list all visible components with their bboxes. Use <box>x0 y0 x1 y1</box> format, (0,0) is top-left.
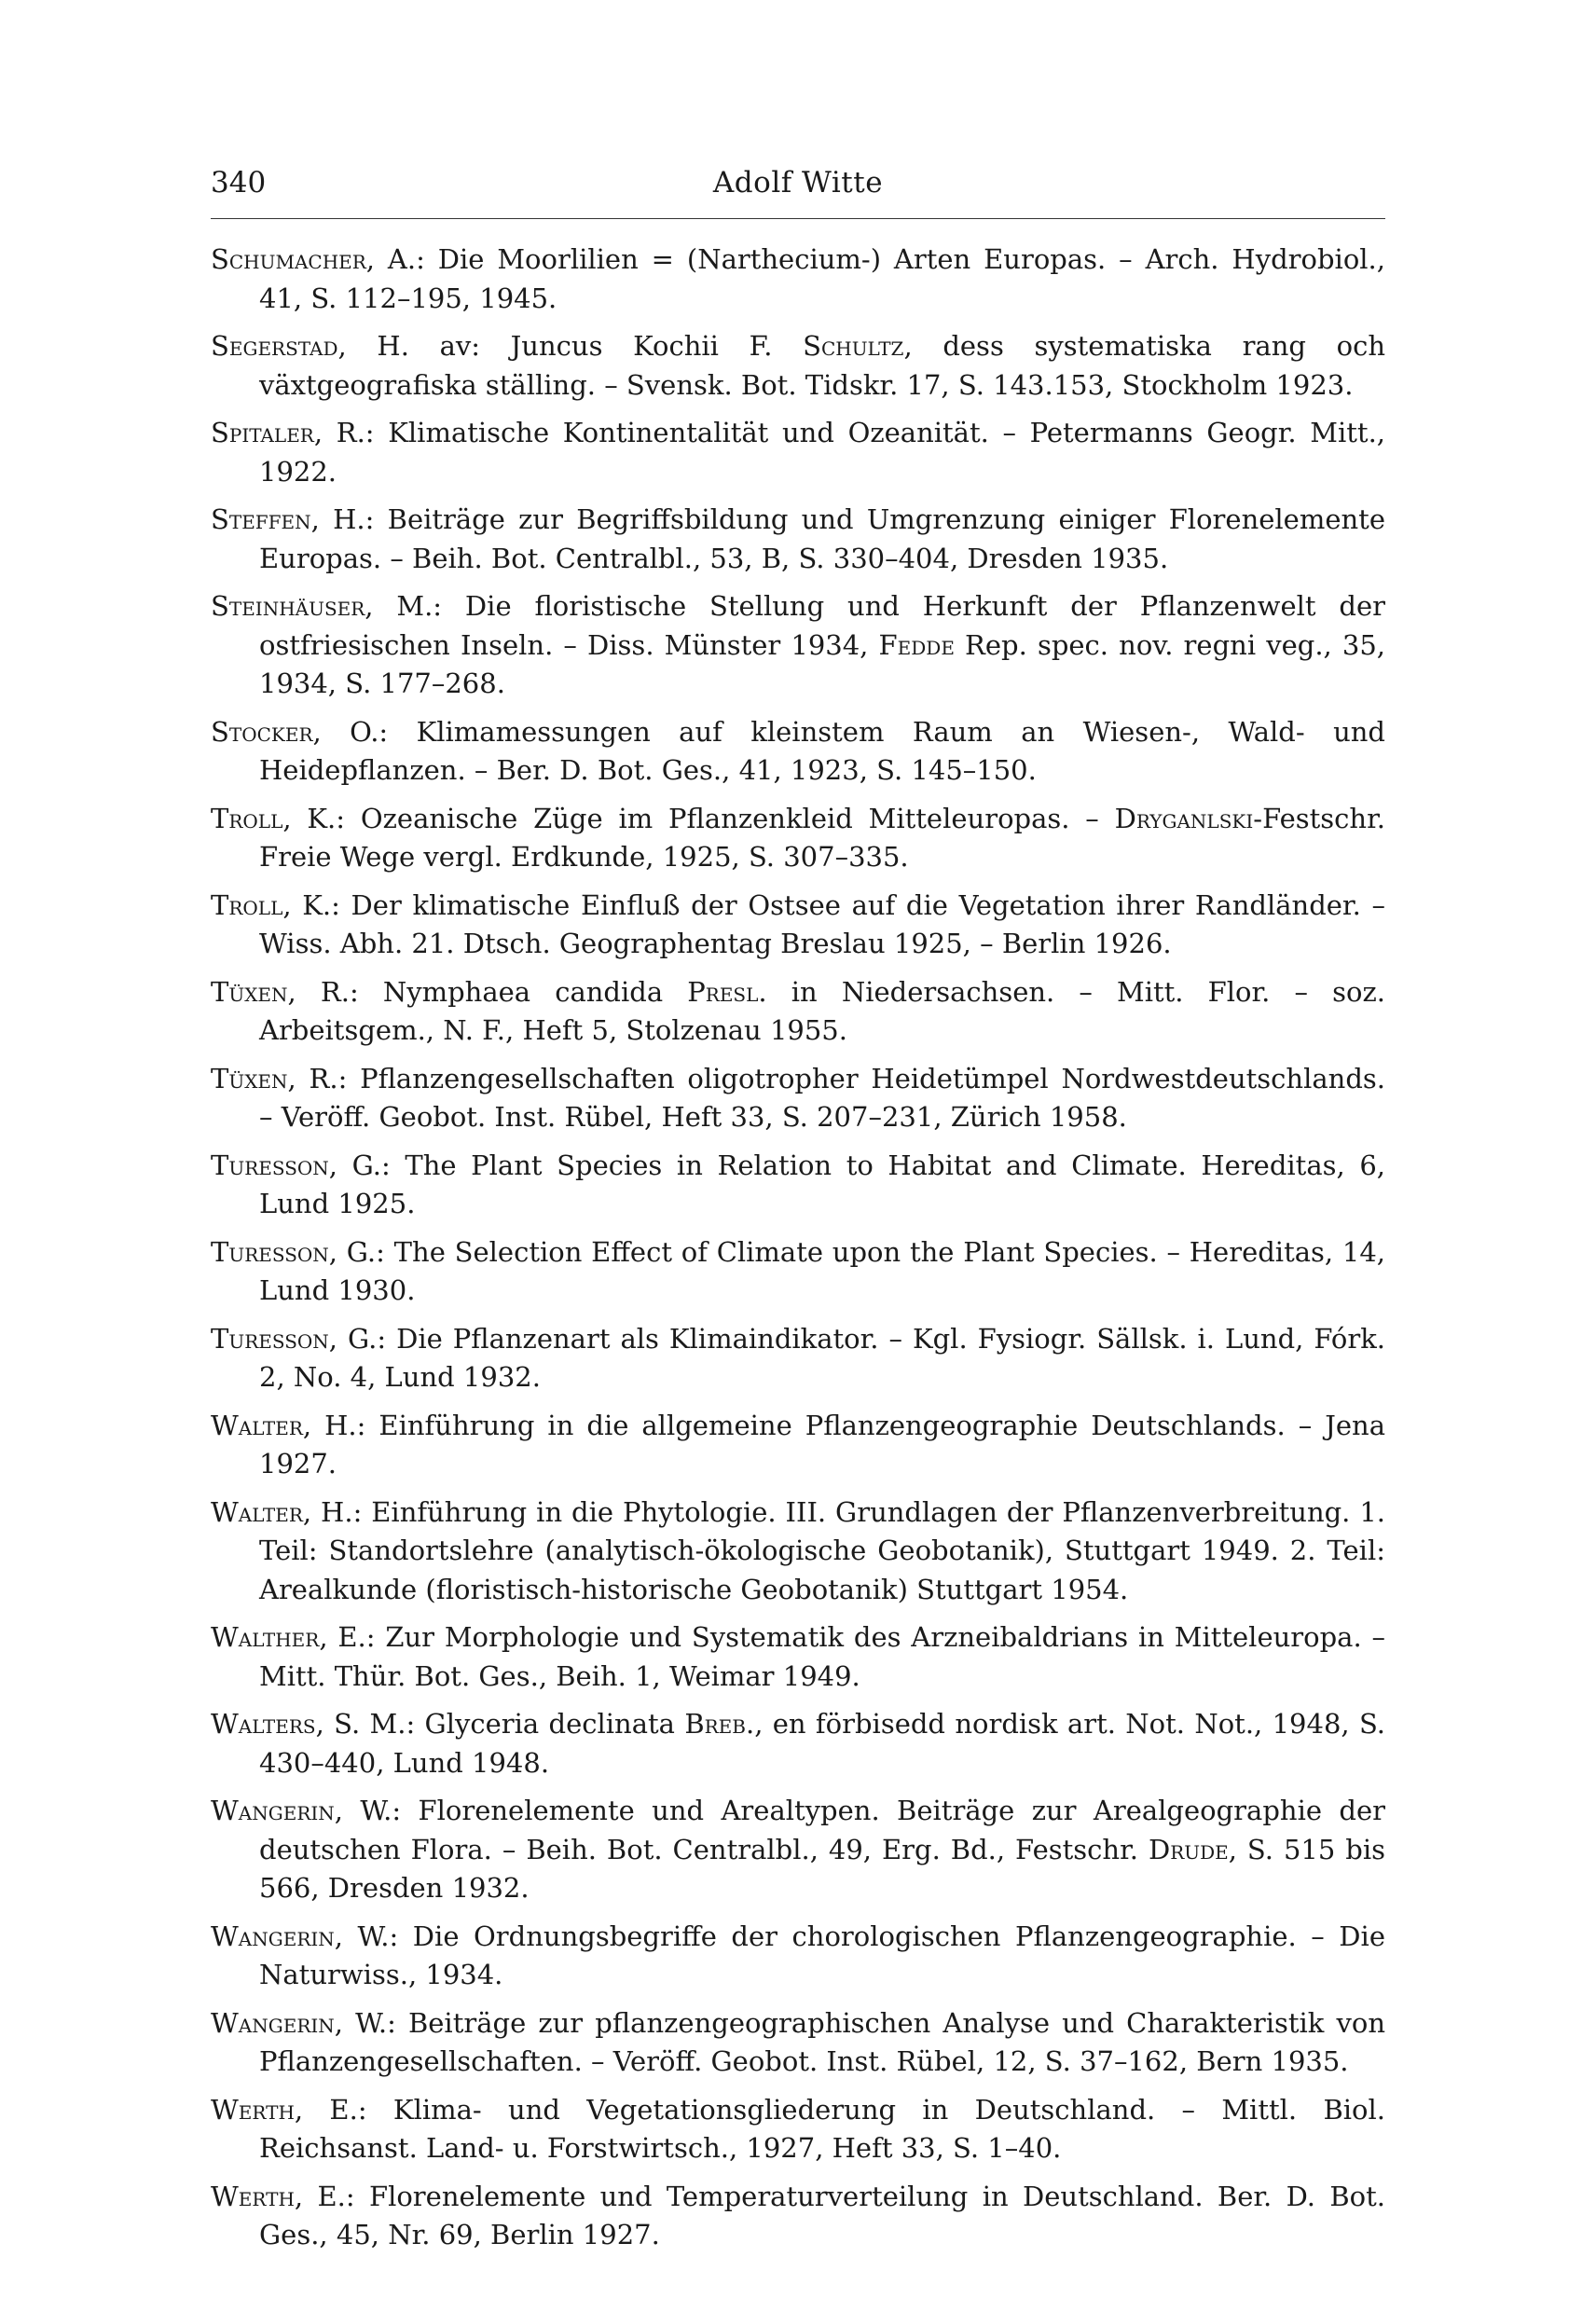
reference-entry <box>211 2091 1385 2168</box>
reference-smallcaps-name: Drude <box>1148 1833 1229 1865</box>
reference-text: : The Selection Effect of Climate upon the Plant Species. – Hereditas, 14, Lund 1930. <box>259 1235 1386 1306</box>
page-header <box>211 166 1385 213</box>
reference-author: Werth, E. <box>211 2093 358 2126</box>
reference-entry <box>211 2004 1385 2082</box>
reference-author: Wangerin, W. <box>211 1920 390 1952</box>
reference-text: : Klimatische Kontinentalität und Ozeanität. – Petermanns Geogr. Mitt., 1922. <box>259 417 1386 488</box>
reference-smallcaps-name: Breb <box>684 1708 746 1740</box>
reference-text: : Glyceria declinata <box>406 1708 685 1740</box>
reference-smallcaps-name: Dryganlski <box>1114 802 1254 834</box>
reference-entry <box>211 800 1385 877</box>
reference-text: : Die floristische Stellung und Herkunft der Pflanzenwelt der ostfriesischen Inseln. – Diss. Münster 1934, <box>259 590 1386 661</box>
reference-text-continued: Rep. spec. nov. regni veg., 35, 1934, S. 177–268. <box>259 628 1385 699</box>
reference-text: : Einführung in die Phytologie. III. Grundlagen der Pflanzenverbreitung. 1. Teil: Standortslehre (analytisch-ökologische Geobotanik), Stuttgart 1949. 2. Teil: Arealkunde (floristisch-historische Geobotanik) Stuttgart 1954. <box>259 1495 1385 1605</box>
reference-smallcaps-name: Presl <box>687 975 759 1008</box>
reference-author: Walter, H. <box>211 1495 353 1528</box>
reference-author: Troll, K. <box>211 888 332 921</box>
reference-author: Wangerin, W. <box>211 1795 392 1826</box>
reference-entry <box>211 241 1385 318</box>
reference-entry <box>211 327 1385 405</box>
running-head: Adolf Witte <box>712 166 884 200</box>
reference-author: Troll, K. <box>211 802 337 834</box>
reference-text: : Florenelemente und Arealtypen. Beiträge zur Arealgeographie der deutschen Flora. – Beih. Bot. Centralbl., 49, Erg. Bd., Festschr. <box>259 1795 1385 1865</box>
reference-entry <box>211 887 1385 964</box>
reference-entry <box>211 414 1385 491</box>
reference-text: : Der klimatische Einfluß der Ostsee auf die Vegetation ihrer Randländer. – Wiss. Abh. 21. Dtsch. Geographentag Breslau 1925, – Berlin 1926. <box>259 888 1385 959</box>
reference-author: Stocker, O. <box>211 715 379 748</box>
reference-author: Steffen, H. <box>211 503 365 535</box>
reference-author: Turesson, G. <box>211 1322 378 1355</box>
reference-entry <box>211 2178 1385 2255</box>
reference-text-continued: , S. 515 bis 566, Dresden 1932. <box>259 1833 1385 1904</box>
reference-entry <box>211 501 1385 578</box>
reference-entry <box>211 1918 1385 1995</box>
reference-author: Tüxen, R. <box>211 975 350 1008</box>
reference-text: : Nymphaea candida <box>349 975 688 1008</box>
reference-text: : Zur Morphologie und Systematik des Arzneibaldrians in Mitteleuropa. – Mitt. Thür. Bot. Ges., Beih. 1, Weimar 1949. <box>259 1621 1386 1692</box>
reference-entry <box>211 973 1385 1051</box>
reference-entry <box>211 587 1385 704</box>
page-number: 340 <box>211 166 267 200</box>
reference-entry <box>211 713 1385 791</box>
reference-text-continued: ., en förbisedd nordisk art. Not. Not., 1948, S. 430–440, Lund 1948. <box>259 1708 1385 1779</box>
reference-entry <box>211 1705 1385 1782</box>
reference-entry <box>211 1060 1385 1137</box>
reference-text: : Ozeanische Züge im Pflanzenkleid Mitteleuropas. – <box>336 802 1115 834</box>
reference-author: Tüxen, R. <box>211 1062 338 1094</box>
reference-text: : Klima- und Vegetationsgliederung in Deutschland. – Mittl. Biol. Reichsanst. Land- u. Forstwirtsch., 1927, Heft 33, S. 1–40. <box>259 2093 1385 2164</box>
reference-author: Werth, E. <box>211 2180 346 2212</box>
reference-author: Schumacher, A. <box>211 243 417 275</box>
reference-author: Steinhäuser, M. <box>211 590 433 622</box>
reference-text: : Beiträge zur pflanzengeographischen Analyse und Charakteristik von Pflanzengesellschaften. – Veröff. Geobot. Inst. Rübel, 12, S. 37–162, Bern 1935. <box>259 2006 1386 2077</box>
reference-text-continued: . in Niedersachsen. – Mitt. Flor. – soz. Arbeitsgem., N. F., Heft 5, Stolzenau 1955. <box>259 975 1385 1046</box>
reference-list <box>211 241 1385 2264</box>
reference-text: : The Plant Species in Relation to Habitat and Climate. Hereditas, 6, Lund 1925. <box>259 1149 1385 1219</box>
reference-text: av: Juncus Kochii F. <box>408 330 804 362</box>
reference-author: Turesson, G. <box>211 1149 381 1181</box>
reference-author: Spitaler, R. <box>211 417 365 448</box>
reference-author: Walther, E. <box>211 1621 366 1653</box>
reference-entry <box>211 1320 1385 1397</box>
reference-smallcaps-name: Schultz <box>803 330 904 362</box>
reference-entry <box>211 1792 1385 1908</box>
reference-text-continued: , dess systematiska rang och växtgeografiska ställing. – Svensk. Bot. Tidskr. 17, S. 143.153, Stockholm 1923. <box>259 330 1386 401</box>
reference-author: Turesson, G. <box>211 1235 377 1268</box>
header-rule <box>211 218 1385 219</box>
reference-text: : Die Pflanzenart als Klimaindikator. – Kgl. Fysiogr. Sällsk. i. Lund, Fórk. 2, No. 4, Lund 1932. <box>259 1322 1386 1393</box>
reference-smallcaps-name: Fedde <box>878 628 955 661</box>
reference-author: Walters, S. M. <box>211 1708 406 1740</box>
reference-author: Wangerin, W. <box>211 2006 388 2039</box>
reference-entry <box>211 1407 1385 1484</box>
reference-text: : Pflanzengesellschaften oligotropher Heidetümpel Nordwestdeutschlands. – Veröff. Geobot. Inst. Rübel, Heft 33, S. 207–231, Zürich 1958. <box>259 1062 1386 1133</box>
reference-entry <box>211 1493 1385 1610</box>
reference-entry <box>211 1233 1385 1311</box>
reference-text: : Einführung in die allgemeine Pflanzengeographie Deutschlands. – Jena 1927. <box>259 1409 1386 1479</box>
reference-author: Segerstad, H. <box>211 330 409 362</box>
reference-text: : Die Moorlilien = (Narthecium-) Arten Europas. – Arch. Hydrobiol., 41, S. 112–195, 1945. <box>259 243 1385 314</box>
reference-text: : Die Ordnungsbegriffe der chorologischen Pflanzengeographie. – Die Naturwiss., 1934. <box>259 1920 1385 1990</box>
reference-text: : Beiträge zur Begriffsbildung und Umgrenzung einiger Florenelemente Europas. – Beih. Bot. Centralbl., 53, B, S. 330–404, Dresden 1935. <box>259 503 1385 574</box>
reference-text-continued: -Festschr. Freie Wege vergl. Erdkunde, 1925, S. 307–335. <box>259 802 1385 873</box>
reference-text: : Klimamessungen auf kleinstem Raum an Wiesen-, Wald- und Heidepflanzen. – Ber. D. Bot. Ges., 41, 1923, S. 145–150. <box>259 715 1385 786</box>
reference-text: : Florenelemente und Temperaturverteilung in Deutschland. Ber. D. Bot. Ges., 45, Nr. 69, Berlin 1927. <box>259 2180 1385 2250</box>
reference-author: Walter, H. <box>211 1409 357 1441</box>
reference-entry <box>211 1147 1385 1224</box>
reference-entry <box>211 1618 1385 1696</box>
